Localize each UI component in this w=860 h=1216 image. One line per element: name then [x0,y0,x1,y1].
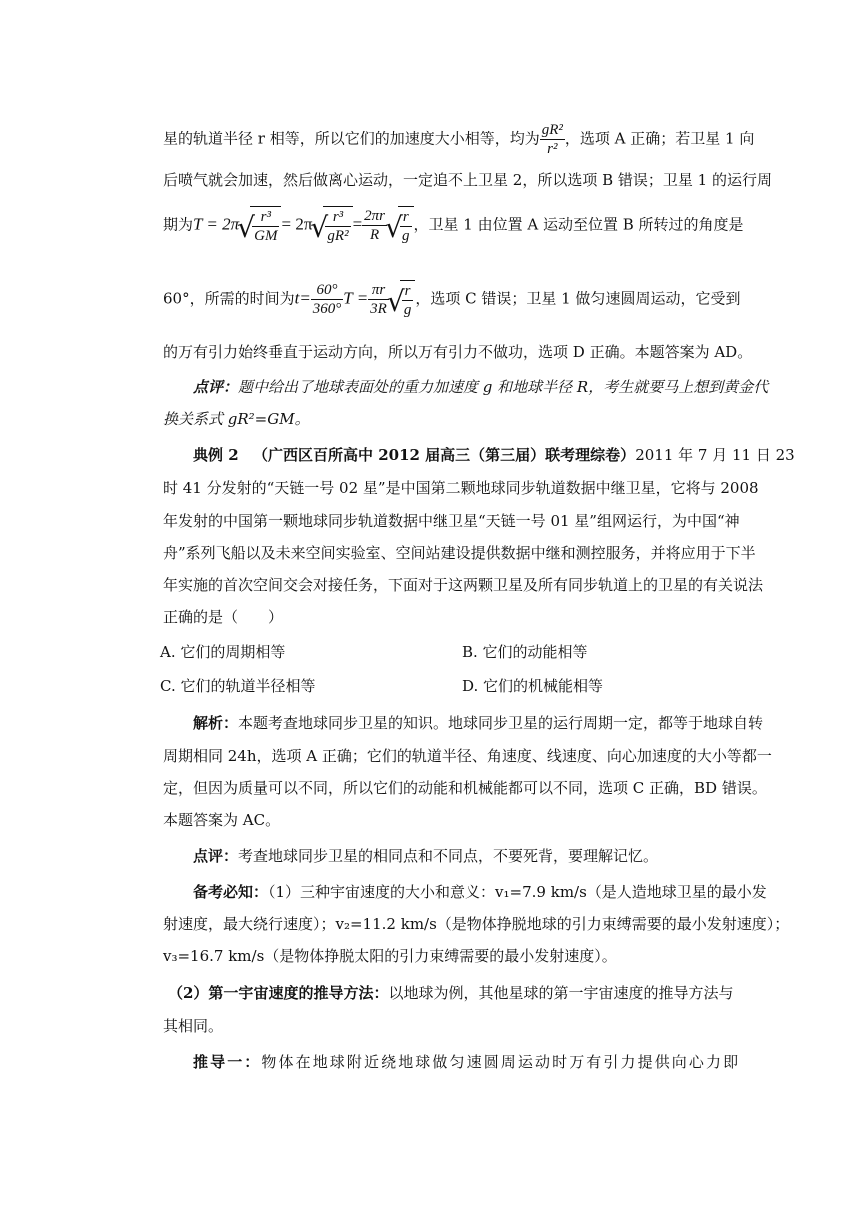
text: 60°，所需的时间为 [163,289,295,308]
text: 以地球为例，其他星球的第一宇宙速度的推导方法与 [388,984,734,1002]
analysis-line1 [193,713,763,733]
formula-eq: = [352,214,363,234]
comment-label: 点评： [193,847,239,865]
para1-line2: 后喷气就会加速，然后做离心运动，一定追不上卫星 2，所以选项 B 错误；卫星 1 的运行周 [163,171,772,189]
prep-line2: 射速度，最大绕行速度）；v₂=11.2 km/s（是物体挣脱地球的引力束缚需要的最小发射速度）； [163,915,790,933]
derivation-line3 [193,1052,740,1072]
numerator: 2πr [364,208,386,224]
formula-t: t= [294,288,311,308]
denominator: 3R [370,301,387,317]
example2-line6: 正确的是（ ） [163,608,284,626]
denominator: g [403,302,412,318]
text: ，卫星 1 由位置 A 运动至位置 B 所转过的角度是 [413,215,744,234]
text: 星的轨道半径 r 相等，所以它们的加速度大小相等，均为 [163,129,540,148]
numerator: πr [368,281,389,300]
denominator: gR² [327,228,349,244]
denominator: GM [254,228,278,244]
derivation-label: 推导一： [193,1053,262,1071]
example-label: 典例 2 [193,446,239,464]
denominator: r² [547,141,558,157]
sqrt-r3-GM [239,206,281,245]
text: 题中给出了地球表面处的重力加速度 g 和地球半径 R，考生就要马上想到黄金代 [238,378,769,396]
text: 期为 [163,215,194,234]
numerator: 60° [311,281,344,300]
para1-line1 [163,121,754,158]
text: 物体在地球附近绕地球做匀速圆周运动时万有引力提供向心力即 [261,1053,741,1071]
text: 本题考查地球同步卫星的知识。地球同步卫星的运行周期一定，都等于地球自转 [238,714,764,732]
example2-line3: 年发射的中国第一颗地球同步轨道数据中继卫星“天链一号 01 星”组网运行，为中国“神 [163,512,740,530]
numerator: √ r [402,282,414,301]
comment1-line2: 换关系式 gR²=GM。 [163,410,310,428]
example2-line2: 时 41 分发射的“天链一号 02 星”是中国第二颗地球同步轨道数据中继卫星，它将与 2008 [163,479,759,497]
example2-line5: 年实施的首次空间交会对接任务，下面对于这两颗卫星及所有同步轨道上的卫星的有关说法 [163,576,764,594]
prep-label: 备考必知： [193,883,269,901]
option-c: C. 它们的轨道半径相等 [160,677,316,695]
analysis-line3: 定，但因为质量可以不同，所以它们的动能和机械能都可以不同，选项 C 正确，BD 错误。 [163,779,767,797]
prep-line1 [193,882,767,902]
fraction-pir-3R [368,281,389,318]
numerator: √ r [400,208,412,227]
denominator: 360° [312,301,342,317]
option-b: B. 它们的动能相等 [462,643,588,661]
analysis-line2: 周期相同 24h，选项 A 正确；它们的轨道半径、角速度、线速度、向心加速度的大小等都一 [163,747,772,765]
fraction-gR2-r2 [540,121,565,158]
comment-label: 点评： [193,378,239,396]
para1-line3 [163,206,744,245]
analysis-line4: 本题答案为 AC。 [163,811,281,829]
text: 考查地球同步卫星的相同点和不同点，不要死背，要理解记忆。 [238,847,659,865]
fraction-2pir-R [362,207,387,244]
derivation-line2: 其相同。 [163,1017,224,1035]
analysis-label: 解析： [193,714,239,732]
numerator: √ r³ [252,208,279,227]
prep-line3: v₃=16.7 km/s（是物体挣脱太阳的引力束缚需要的最小发射速度）。 [163,947,617,965]
example-source: （广西区百所高中 2012 届高三（第三届）联考理综卷） [252,446,636,464]
sqrt-r-g [387,206,414,245]
text: 2011 年 7 月 11 日 23 [635,446,795,464]
numerator: √ r³ [325,208,350,227]
denominator: R [370,227,380,243]
derivation-line1 [168,983,733,1003]
formula-eq: = 2π [281,214,313,234]
text: ，选项 A 正确；若卫星 1 向 [564,129,755,148]
option-d: D. 它们的机械能相等 [462,677,604,695]
comment1-line1 [193,377,768,397]
sqrt-r3-gR2 [312,206,352,245]
comment2 [193,846,658,866]
denominator: g [402,228,410,244]
numerator: gR² [541,122,563,138]
text: （1）三种宇宙速度的大小和意义：v₁=7.9 km/s（是人造地球卫星的最小发 [268,883,767,901]
fraction-60-360 [311,281,344,318]
text: ，选项 C 错误；卫星 1 做匀速圆周运动，它受到 [415,289,741,308]
derivation-label: （2）第一宇宙速度的推导方法： [168,984,389,1002]
example2-line4: 舟”系列飞船以及未来空间实验室、空间站建设提供数据中继和测控服务，并将应用于下半 [163,544,756,562]
option-a: A. 它们的周期相等 [160,643,286,661]
para1-line4 [163,280,740,319]
example2-line1 [193,445,795,465]
para1-line5: 的万有引力始终垂直于运动方向，所以万有引力不做功，选项 D 正确。本题答案为 AD。 [163,343,753,361]
formula-T: T = 2π [193,214,240,234]
formula-T: T = [343,288,369,308]
sqrt-r-g [389,280,416,319]
